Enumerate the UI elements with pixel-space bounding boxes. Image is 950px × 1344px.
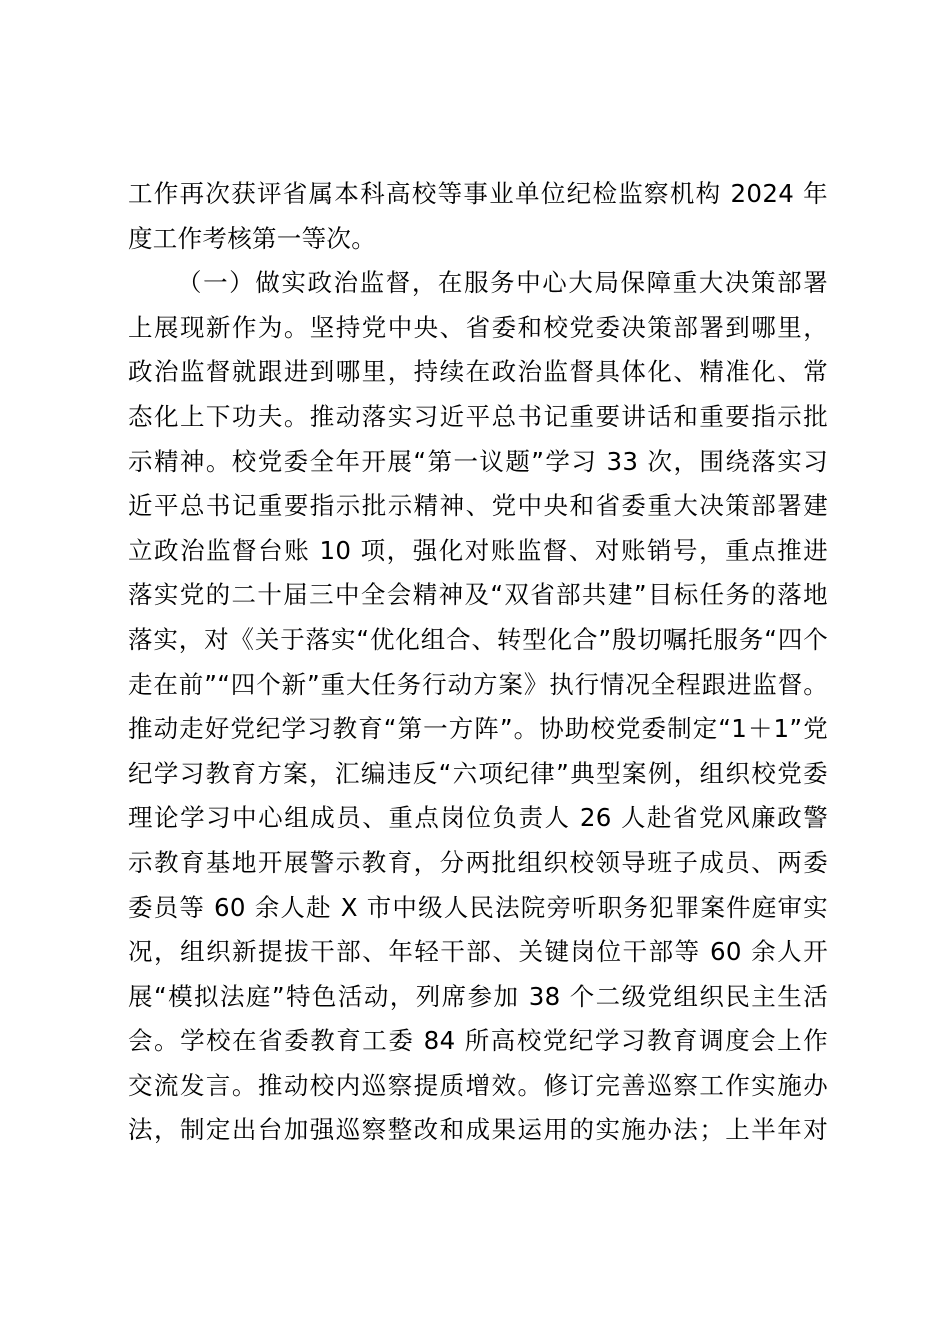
text-line-9: 立政治监督台账 10 项，强化对账监督、对账销号，重点推进: [128, 535, 828, 565]
text-line-17: 委员等 60 余人赴 X 市中级人民法院旁听职务犯罪案件庭审实: [128, 892, 828, 922]
text-line-15: 理论学习中心组成员、重点岗位负责人 26 人赴省党风廉政警: [128, 803, 828, 833]
text-line-10: 落实党的二十届三中全会精神及“双省部共建”目标任务的落地: [128, 580, 828, 610]
text-line-2: 度工作考核第一等次。: [128, 223, 376, 253]
text-line-1: 工作再次获评省属本科高校等事业单位纪检监察机构 2024 年: [128, 179, 828, 208]
text-line-12: 走在前”“四个新”重大任务行动方案》执行情况全程跟进监督。: [128, 669, 828, 699]
text-line-4: 上展现新作为。坚持党中央、省委和校党委决策部署到哪里，: [128, 312, 828, 342]
text-line-6: 态化上下功夫。推动落实习近平总书记重要讲话和重要指示批: [128, 401, 828, 431]
text-line-21: 交流发言。推动校内巡察提质增效。修订完善巡察工作实施办: [128, 1070, 828, 1100]
text-line-18: 况，组织新提拔干部、年轻干部、关键岗位干部等 60 余人开: [128, 937, 828, 967]
text-line-7: 示精神。校党委全年开展“第一议题”学习 33 次，围绕落实习: [128, 446, 828, 476]
text-line-16: 示教育基地开展警示教育，分两批组织校领导班子成员、两委: [128, 847, 828, 877]
text-line-8: 近平总书记重要指示批示精神、党中央和省委重大决策部署建: [128, 491, 828, 521]
text-line-3: （一）做实政治监督，在服务中心大局保障重大决策部署: [177, 268, 828, 298]
text-line-19: 展“模拟法庭”特色活动，列席参加 38 个二级党组织民主生活: [128, 981, 828, 1011]
text-line-13: 推动走好党纪学习教育“第一方阵”。协助校党委制定“1＋1”党: [128, 714, 828, 744]
text-line-14: 纪学习教育方案，汇编违反“六项纪律”典型案例，组织校党委: [128, 758, 828, 788]
text-line-22: 法，制定出台加强巡察整改和成果运用的实施办法；上半年对: [128, 1115, 828, 1145]
text-line-11: 落实，对《关于落实“优化组合、转型化合”殷切嘱托服务“四个: [128, 624, 828, 654]
body-text: [128, 172, 828, 1153]
text-line-20: 会。学校在省委教育工委 84 所高校党纪学习教育调度会上作: [128, 1026, 828, 1056]
text-line-5: 政治监督就跟进到哪里，持续在政治监督具体化、精准化、常: [128, 357, 828, 387]
